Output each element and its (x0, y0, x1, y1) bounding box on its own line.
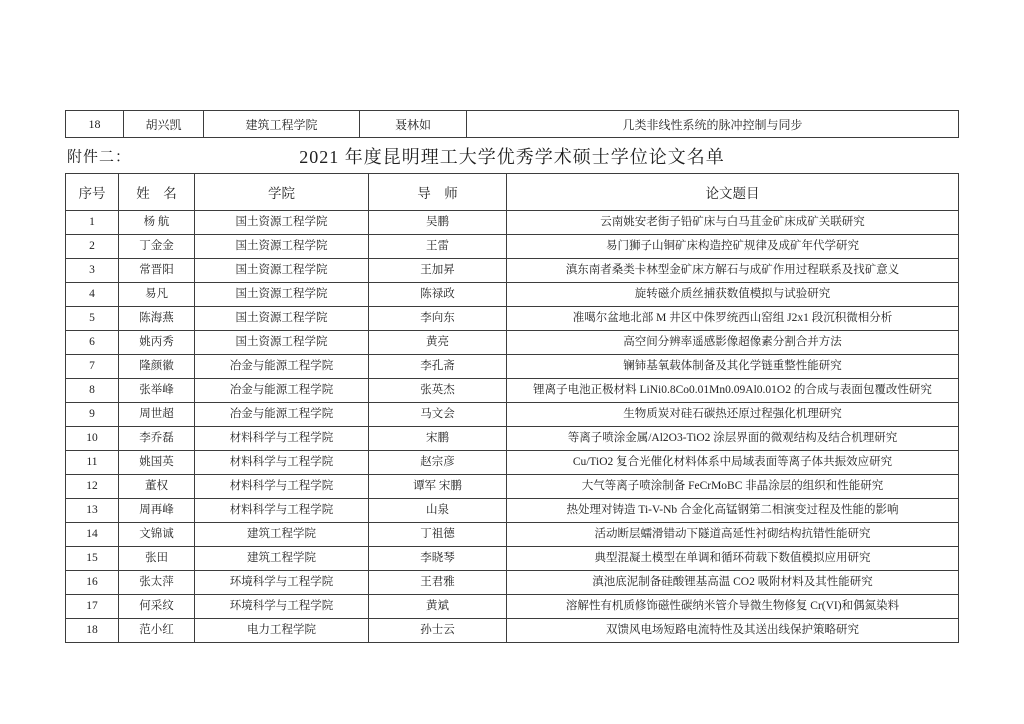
cell-advisor: 黄亮 (369, 331, 507, 355)
cell-no: 12 (66, 475, 119, 499)
cell-title: 典型混凝土模型在单调和循环荷载下数值模拟应用研究 (507, 547, 959, 571)
header-title: 论文题目 (507, 174, 959, 211)
table-row (66, 235, 959, 259)
cell-no: 14 (66, 523, 119, 547)
table-row (66, 619, 959, 643)
cell-name: 张太萍 (119, 571, 195, 595)
cell-advisor: 赵宗彦 (369, 451, 507, 475)
cell-college: 材料科学与工程学院 (195, 427, 369, 451)
table-row (66, 427, 959, 451)
document-page (65, 0, 959, 643)
cell-title: 几类非线性系统的脉冲控制与同步 (467, 111, 959, 138)
cell-title: 镧铈基氧载体制备及其化学链重整性能研究 (507, 355, 959, 379)
table-row (66, 331, 959, 355)
cell-advisor: 张英杰 (369, 379, 507, 403)
cell-college: 国土资源工程学院 (195, 211, 369, 235)
cell-college: 国土资源工程学院 (195, 259, 369, 283)
cell-college: 冶金与能源工程学院 (195, 355, 369, 379)
cell-no: 3 (66, 259, 119, 283)
cell-name: 杨 航 (119, 211, 195, 235)
cell-no: 11 (66, 451, 119, 475)
cell-no: 13 (66, 499, 119, 523)
document-title: 2021 年度昆明理工大学优秀学术硕士学位论文名单 (299, 146, 725, 167)
cell-no: 2 (66, 235, 119, 259)
table-row (66, 307, 959, 331)
cell-advisor: 山泉 (369, 499, 507, 523)
cell-no: 16 (66, 571, 119, 595)
cell-title: 易门狮子山铜矿床构造控矿规律及成矿年代学研究 (507, 235, 959, 259)
cell-title: 活动断层蠕滑错动下隧道高延性衬砌结构抗错性能研究 (507, 523, 959, 547)
cell-advisor: 李晓琴 (369, 547, 507, 571)
cell-college: 材料科学与工程学院 (195, 499, 369, 523)
cell-college: 国土资源工程学院 (195, 235, 369, 259)
cell-no: 1 (66, 211, 119, 235)
cell-name: 何采纹 (119, 595, 195, 619)
cell-name: 隆颜徽 (119, 355, 195, 379)
cell-college: 国土资源工程学院 (195, 331, 369, 355)
header-name: 姓 名 (119, 174, 195, 211)
thesis-table (65, 173, 959, 643)
cell-advisor: 王君雅 (369, 571, 507, 595)
cell-advisor: 孙士云 (369, 619, 507, 643)
previous-table (65, 110, 959, 138)
table-row (66, 283, 959, 307)
cell-no: 18 (66, 619, 119, 643)
cell-no: 6 (66, 331, 119, 355)
cell-name: 胡兴凯 (124, 111, 204, 138)
cell-college: 电力工程学院 (195, 619, 369, 643)
header-college: 学院 (195, 174, 369, 211)
cell-title: 旋转磁介质丝捕获数值模拟与试验研究 (507, 283, 959, 307)
cell-no: 17 (66, 595, 119, 619)
cell-advisor: 聂林如 (360, 111, 467, 138)
cell-no: 4 (66, 283, 119, 307)
table-row (66, 571, 959, 595)
cell-title: 热处理对铸造 Ti-V-Nb 合金化高锰钢第二相演变过程及性能的影响 (507, 499, 959, 523)
attachment-label: 附件二： (67, 149, 132, 165)
table-row (66, 547, 959, 571)
cell-no: 9 (66, 403, 119, 427)
cell-advisor: 王加昇 (369, 259, 507, 283)
cell-no: 10 (66, 427, 119, 451)
cell-college: 环境科学与工程学院 (195, 571, 369, 595)
cell-college: 材料科学与工程学院 (195, 451, 369, 475)
cell-name: 周再峰 (119, 499, 195, 523)
cell-name: 范小红 (119, 619, 195, 643)
cell-college: 冶金与能源工程学院 (195, 403, 369, 427)
cell-name: 张田 (119, 547, 195, 571)
cell-title: 高空间分辨率遥感影像超像素分割合并方法 (507, 331, 959, 355)
table-row (66, 259, 959, 283)
cell-college: 材料科学与工程学院 (195, 475, 369, 499)
cell-advisor: 吴鹏 (369, 211, 507, 235)
cell-college: 国土资源工程学院 (195, 283, 369, 307)
cell-name: 丁金金 (119, 235, 195, 259)
title-row (65, 138, 959, 173)
cell-name: 周世超 (119, 403, 195, 427)
cell-title: Cu/TiO2 复合光催化材料体系中局域表面等离子体共振效应研究 (507, 451, 959, 475)
table-row (66, 475, 959, 499)
cell-college: 建筑工程学院 (195, 523, 369, 547)
table-row (66, 595, 959, 619)
cell-college: 国土资源工程学院 (195, 307, 369, 331)
cell-advisor: 李孔斋 (369, 355, 507, 379)
cell-advisor: 宋鹏 (369, 427, 507, 451)
cell-name: 姚国英 (119, 451, 195, 475)
cell-title: 云南姚安老街子铅矿床与白马苴金矿床成矿关联研究 (507, 211, 959, 235)
cell-name: 张举峰 (119, 379, 195, 403)
cell-college: 建筑工程学院 (204, 111, 360, 138)
cell-college: 冶金与能源工程学院 (195, 379, 369, 403)
cell-title: 滇东南者桑类卡林型金矿床方解石与成矿作用过程联系及找矿意义 (507, 259, 959, 283)
cell-name: 陈海燕 (119, 307, 195, 331)
table-row (66, 403, 959, 427)
table-row (66, 451, 959, 475)
cell-no: 7 (66, 355, 119, 379)
cell-name: 李乔磊 (119, 427, 195, 451)
cell-advisor: 马文会 (369, 403, 507, 427)
cell-no: 5 (66, 307, 119, 331)
cell-title: 锂离子电池正极材料 LiNi0.8Co0.01Mn0.09Al0.01O2 的合成与表面包覆改性研究 (507, 379, 959, 403)
cell-title: 滇池底泥制备硅酸锂基高温 CO2 吸附材料及其性能研究 (507, 571, 959, 595)
table-row (66, 523, 959, 547)
cell-no: 8 (66, 379, 119, 403)
cell-title: 准噶尔盆地北部 M 井区中侏罗统西山窑组 J2x1 段沉积微相分析 (507, 307, 959, 331)
cell-advisor: 陈禄政 (369, 283, 507, 307)
cell-title: 等离子喷涂金属/Al2O3-TiO2 涂层界面的微观结构及结合机理研究 (507, 427, 959, 451)
table-body (66, 211, 959, 643)
cell-title: 双馈风电场短路电流特性及其送出线保护策略研究 (507, 619, 959, 643)
header-row (66, 174, 959, 211)
header-no: 序号 (66, 174, 119, 211)
cell-title: 溶解性有机质修饰磁性碳纳米管介导微生物修复 Cr(VI)和偶氮染料 (507, 595, 959, 619)
cell-title: 大气等离子喷涂制备 FeCrMoBC 非晶涂层的组织和性能研究 (507, 475, 959, 499)
cell-title: 生物质炭对硅石碳热还原过程强化机理研究 (507, 403, 959, 427)
cell-college: 环境科学与工程学院 (195, 595, 369, 619)
header-advisor: 导 师 (369, 174, 507, 211)
cell-advisor: 王雷 (369, 235, 507, 259)
cell-no: 15 (66, 547, 119, 571)
cell-advisor: 李向东 (369, 307, 507, 331)
table-row (66, 211, 959, 235)
table-row (66, 355, 959, 379)
cell-advisor: 黄斌 (369, 595, 507, 619)
table-row (66, 499, 959, 523)
cell-no: 18 (66, 111, 124, 138)
cell-name: 常晋阳 (119, 259, 195, 283)
table-row (66, 111, 959, 138)
cell-name: 文锦诚 (119, 523, 195, 547)
cell-name: 姚丙秀 (119, 331, 195, 355)
cell-name: 董权 (119, 475, 195, 499)
cell-advisor: 丁祖德 (369, 523, 507, 547)
cell-name: 易凡 (119, 283, 195, 307)
cell-college: 建筑工程学院 (195, 547, 369, 571)
table-row (66, 379, 959, 403)
cell-advisor: 谭军 宋鹏 (369, 475, 507, 499)
